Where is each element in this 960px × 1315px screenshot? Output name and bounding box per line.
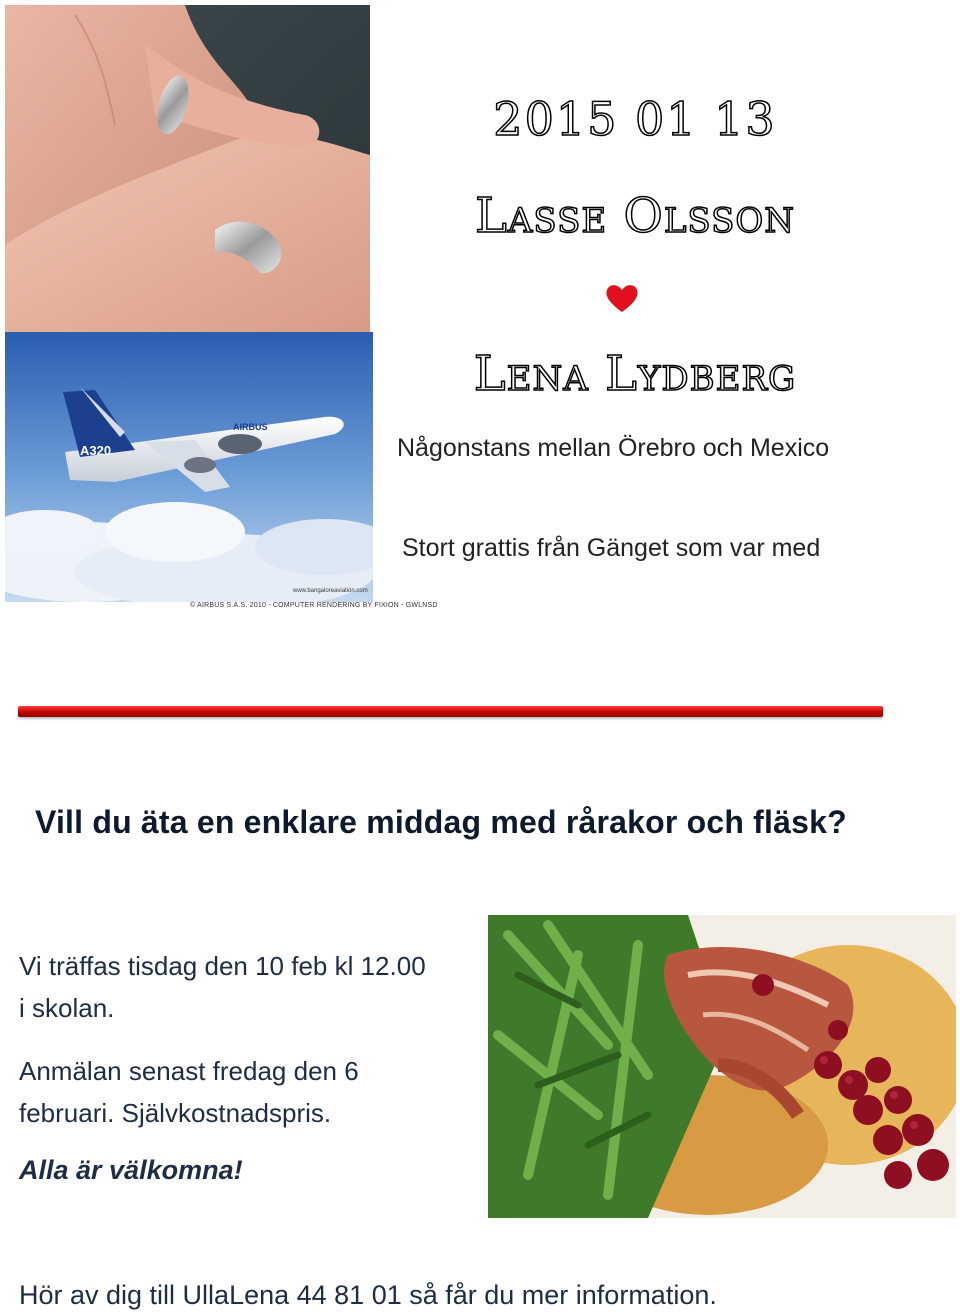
greeting-text: Stort grattis från Gänget som var med bbox=[402, 534, 821, 562]
contact-info: Hör av dig till UllaLena 44 81 01 så får du mer information. bbox=[19, 1280, 717, 1310]
meeting-line-2: i skolan. bbox=[19, 993, 115, 1023]
event-date: 2015 01 13 bbox=[493, 92, 777, 146]
signup-info bbox=[19, 1050, 419, 1134]
signup-line-2: februari. Självkostnadspris. bbox=[19, 1098, 332, 1128]
red-divider bbox=[18, 706, 883, 717]
wedding-rings-photo bbox=[5, 5, 370, 332]
plane-tail-text: A320 bbox=[80, 443, 112, 458]
name-two: Lena Lydberg bbox=[473, 346, 797, 402]
plane-photo-caption: © AIRBUS S.A.S. 2010 - COMPUTER RENDERING BY FIXION - GWLNSD bbox=[190, 602, 438, 609]
food-photo bbox=[488, 915, 956, 1218]
meeting-info bbox=[19, 945, 469, 1029]
heart-icon bbox=[604, 282, 640, 314]
airplane-photo bbox=[5, 332, 373, 602]
location-text: Någonstans mellan Örebro och Mexico bbox=[397, 434, 830, 462]
signup-line-1: Anmälan senast fredag den 6 bbox=[19, 1056, 359, 1086]
meeting-line-1: Vi träffas tisdag den 10 feb kl 12.00 bbox=[19, 951, 426, 981]
plane-livery-text: AIRBUS bbox=[233, 422, 268, 432]
welcome-text: Alla är välkomna! bbox=[19, 1155, 243, 1185]
dinner-question: Vill du äta en enklare middag med rårakor och fläsk? bbox=[35, 804, 847, 840]
plane-watermark: www.bangaloreaviation.com bbox=[293, 588, 368, 594]
name-one: Lasse Olsson bbox=[474, 188, 796, 244]
